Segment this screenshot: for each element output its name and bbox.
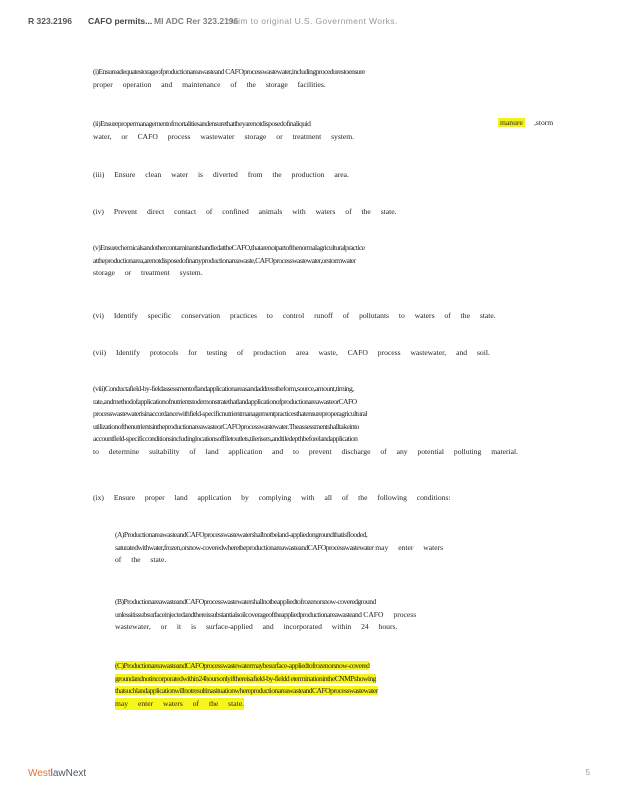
subparagraph-c [115,660,445,710]
para-line: (vii) Identify protocols for testing of production area waste, CAFO process wastewater, and soil. [93,348,490,357]
para-line: may enter waters of the state. [115,542,444,564]
para-line: (vi) Identify specific conservation practices to control runoff of pollutants to waters of the state. [93,311,496,320]
page-header [28,16,588,30]
para-line: water, or CAFO process wastewater storage or treatment system. [93,131,355,141]
highlighted-term: manure [500,118,523,127]
copyright-notice: claim to original U.S. Government Works. [226,16,398,26]
paragraph-i [93,66,558,91]
para-line: (i)Ensureadequatestorageofproductionareawasteand CAFOprocesswastewater,includingprocedurestoensure [93,67,365,76]
para-line: (viii)Conductafield-by-fieldassessmentoflandapplicationareasandaddresstheform,source,amount,timing, [93,384,354,393]
paragraph-ix [93,492,558,505]
para-line: (v)EnsurechemicalsandothercontaminantshandledattheCAFO,thatarenotpartofthenormalagriculturalpractice [93,243,365,252]
highlighted-line: thatsuchlandapplicationwillnotresultinasituationwhereproductionareawasteandCAFOprocesswastewater [115,686,378,695]
overlapping-header-text: MI ADC Rer 323.2196 [154,16,239,26]
logo-part: lawNext [50,768,87,779]
para-line: processwastewaterisinaccordancewithfield-specificnutrientmanagementpracticesthatensureproperagricultural [93,409,367,418]
highlighted-line: (C)ProductionareawasteandCAFOprocesswastewatermaybesurface-appliedtofrozenorsnow-covered [115,661,370,670]
subparagraph-b [115,596,445,634]
westlaw-logo [28,768,86,779]
logo-part: West [28,768,51,779]
paragraph-v [93,242,558,280]
para-line: rate,andmethodofapplicationofnutrientstodemonstratethatlandapplicationofproductionareawasteorCAFO [93,396,357,406]
highlighted-line: may enter waters of the state. [115,698,244,711]
para-line: accountfield-specificconditionsincludinglocationsoffiletoutlets,tilerisers,andtiledepthbeforelandapplication [93,434,358,443]
para-line: utilizationofthenutrientsintheproductionareawasteorCAFOprocesswastewater.Theassessmentshalltakeinto [93,421,359,431]
para-line: (B)ProductionareawasteandCAFOprocesswastewatershallnotbeappliedtofrozenorsnow-coveredground [115,597,376,606]
para-line: (iii) Ensure clean water is diverted from the production area. [93,170,349,179]
paragraph-viii [93,383,558,458]
page-number: 5 [585,768,590,777]
page-footer [28,768,590,788]
para-line: saturatedwithwater,frozen,orsnow-coveredwheretheproductionareawasteandCAFOprocesswastewater [115,542,374,552]
para-line: CAFO process wastewater, or it is surface-applied and incorporated within 24 hours. [115,609,417,631]
subparagraph-a [115,529,445,567]
para-line: storage or treatment system. [93,268,203,277]
para-line: to determine suitability of land application and to prevent discharge of any potential polluting material. [93,446,519,456]
para-line-tail: ,storm [534,118,554,127]
paragraph-iii [93,169,558,182]
para-line: unlessitissubsurfaceinjectedandthereissubstantialsoilcoverageoftheappliedproductionareawasteand [115,609,362,619]
para-line: (A)ProductionareawasteandCAFOprocesswastewatershallnotbeland-appliedongroundthatisflooded, [115,530,368,539]
document-title: CAFO permits... [88,16,153,26]
rule-number: R 323.2196 [28,16,72,26]
paragraph-vii [93,347,558,360]
para-line: (ii)Ensurepropermanagementofmortalitiesandensurethattheyarenotdisposedofinaliquid [93,119,311,128]
paragraph-vi [93,310,558,323]
highlighted-line: groundandnotincorporatedwithin24hoursonlyifthereisafield-by-fieldd eterminationintheCNMPshowing [115,673,376,683]
para-line: (iv) Prevent direct contact of confined animals with waters of the state. [93,207,397,216]
para-line: proper operation and maintenance of the storage facilities. [93,79,326,89]
paragraph-iv [93,206,558,219]
para-line: (ix) Ensure proper land application by complying with all of the following conditions: [93,493,451,502]
paragraph-ii [93,118,558,143]
para-line: attheproductionarea,arenotdisposedofinanyproductionareawaste,CAFOprocesswastewater,orstormwater [93,255,356,265]
